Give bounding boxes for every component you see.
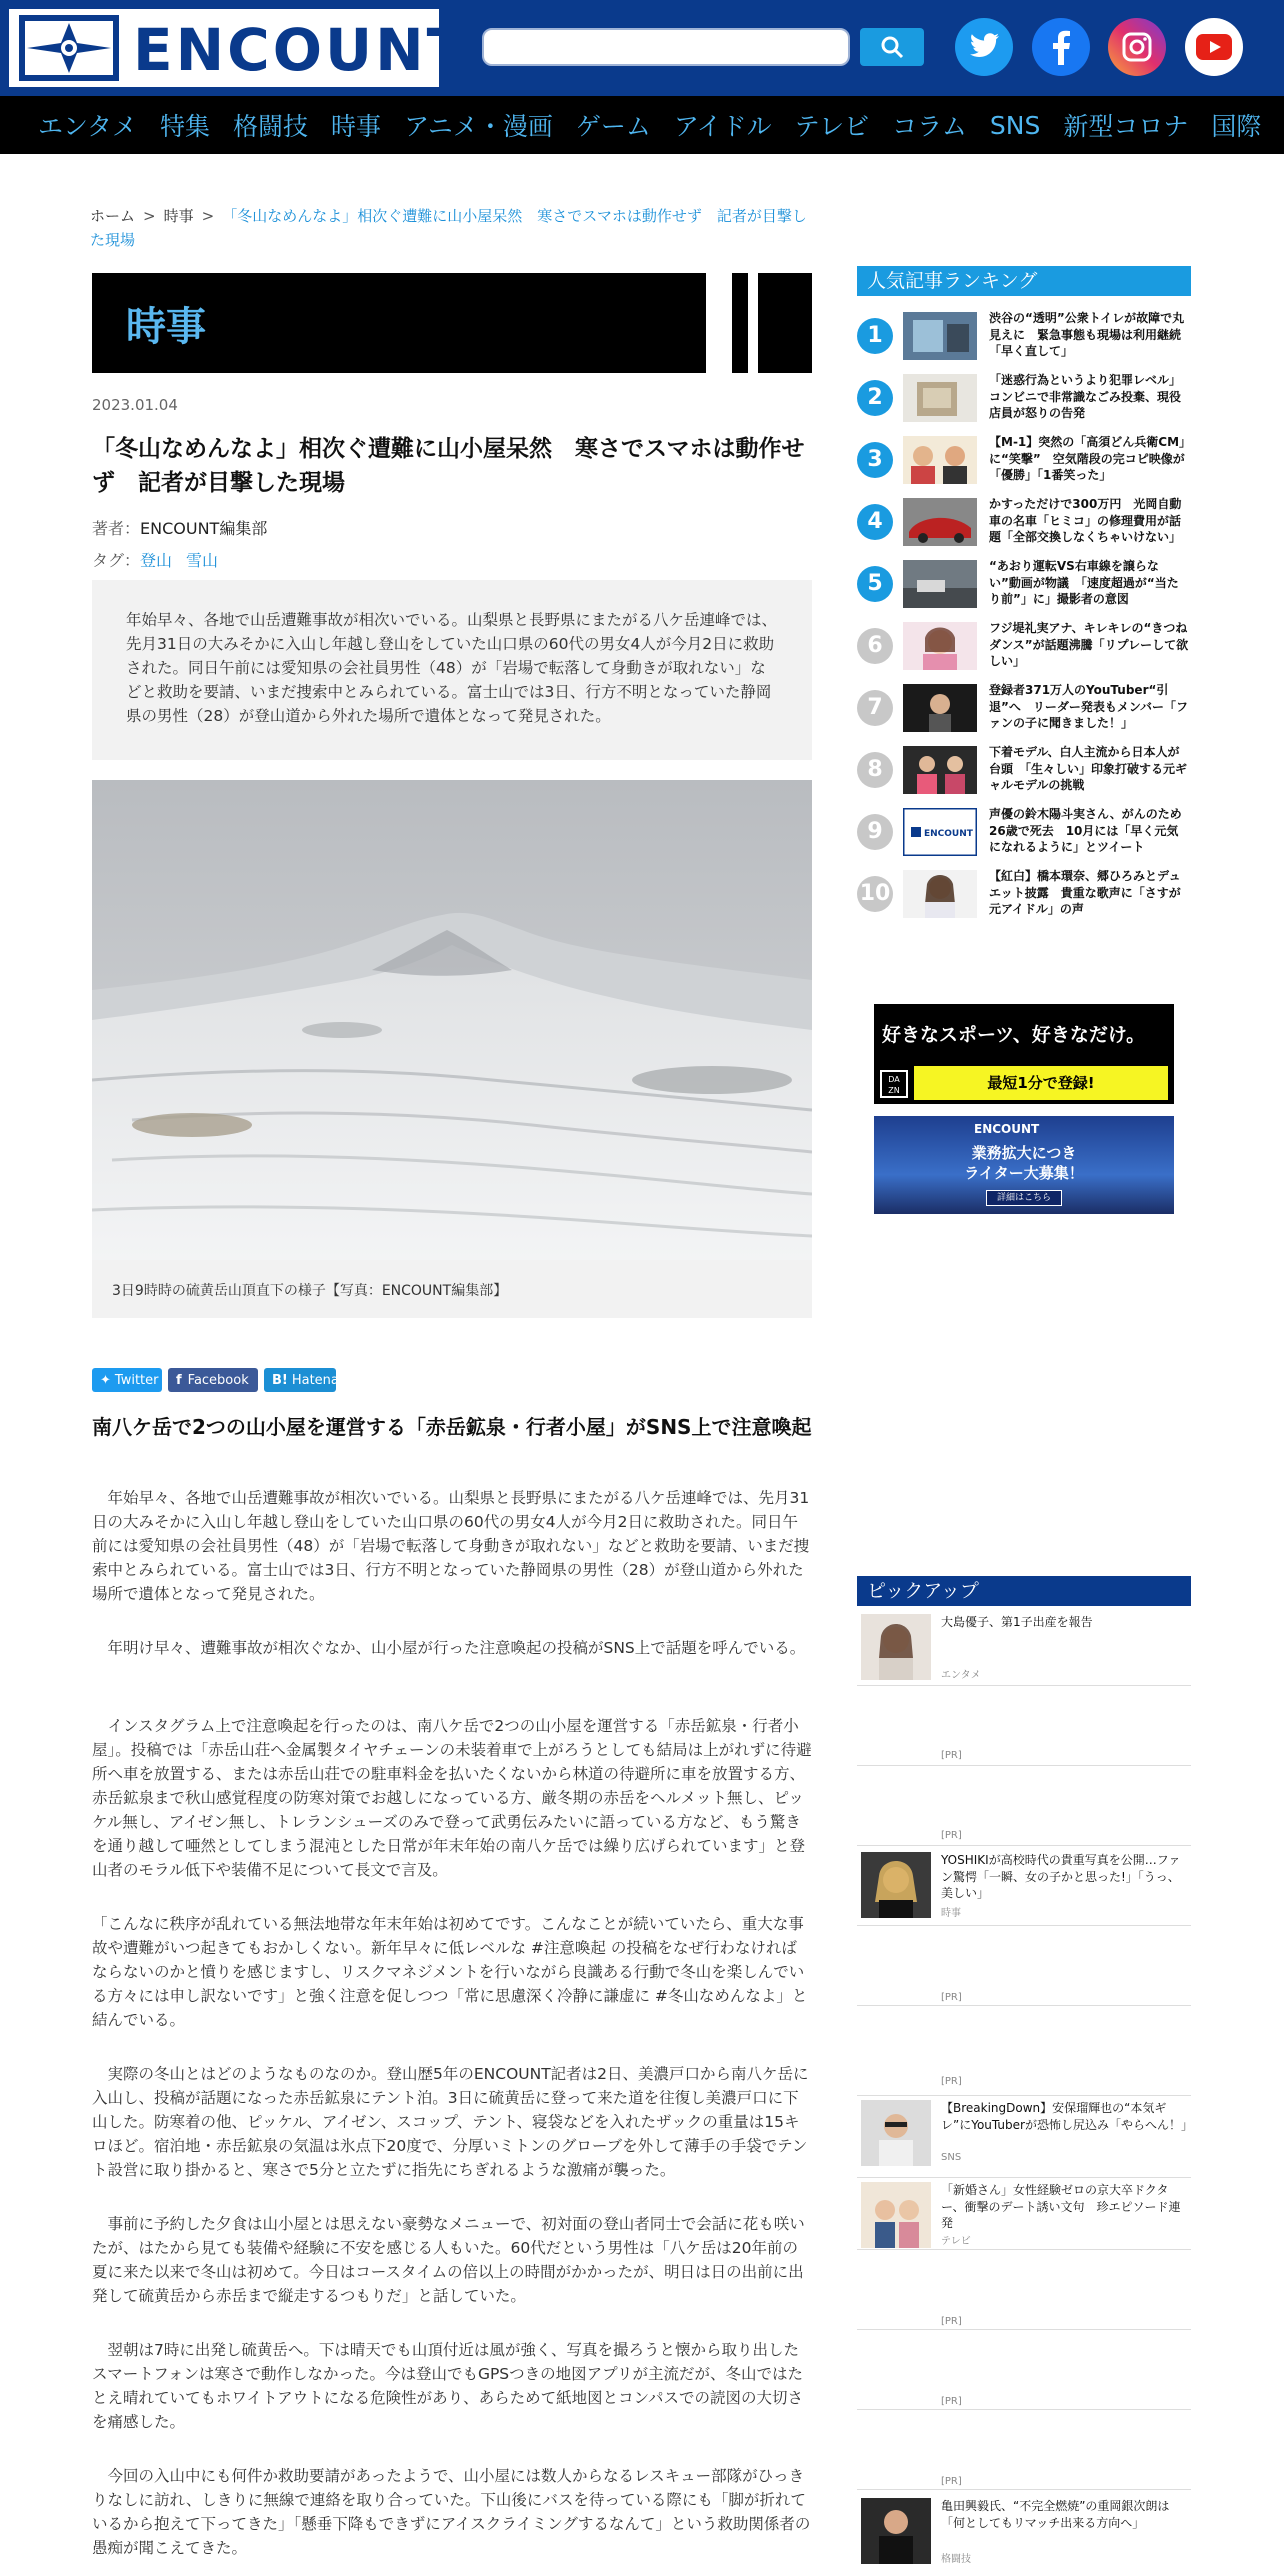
pr-slot[interactable] bbox=[857, 2006, 1191, 2096]
search-icon bbox=[880, 35, 904, 59]
pr-label: [PR] bbox=[941, 1750, 962, 1761]
ranking-item[interactable] bbox=[857, 556, 1191, 612]
pickup-thumbnail bbox=[861, 1852, 931, 1918]
pr-label: [PR] bbox=[941, 2076, 962, 2087]
main-nav bbox=[0, 96, 1284, 154]
pr-label: [PR] bbox=[941, 1992, 962, 2003]
dazn-register-button[interactable]: 最短1分で登録! bbox=[914, 1066, 1168, 1100]
pickup-title: 「新婚さん」女性経験ゼロの京大卒ドクター、衝撃のデート誘い文句 珍エピソード連発 bbox=[941, 2183, 1181, 2230]
nav-item-idol[interactable]: アイドル bbox=[673, 112, 772, 141]
ranking-item[interactable] bbox=[857, 680, 1191, 736]
ranking-title: 【紅白】橋本環奈、郷ひろみとデュエット披露 貴重な歌声に「さすが元アイドル」の声 bbox=[989, 869, 1181, 916]
youtube-icon bbox=[1196, 34, 1232, 60]
tags-label: タグ： bbox=[92, 551, 141, 570]
ranking-title: 渋谷の“透明”公衆トイレが故障で丸見えに 緊急事態も現場は利用継続「早く直して」 bbox=[989, 311, 1185, 358]
ranking-number: 2 bbox=[857, 380, 893, 416]
article-paragraph: 年明け早々、遭難事故が相次ぐなか、山小屋が行った注意喚起の投稿がSNS上で話題を呼んでいる。 bbox=[92, 1639, 806, 1657]
category-title: 時事 bbox=[126, 304, 206, 350]
ranking-title: 登録者371万人のYouTuber“引退”へ リーダー発表もメンバー「ファンの子に聞きました！」 bbox=[989, 683, 1189, 730]
ranking-item[interactable] bbox=[857, 494, 1191, 550]
nav-item-corona[interactable]: 新型コロナ bbox=[1063, 112, 1189, 141]
ranking-title: 下着モデル、白人主流から日本人が台頭 「生々しい」印象打破する元ギャルモデルの挑戦 bbox=[989, 745, 1188, 792]
ranking-item[interactable] bbox=[857, 866, 1191, 922]
article-paragraph: 実際の冬山とはどのようなものなのか。登山歴5年のENCOUNT記者は2日、美濃戸口から南八ケ岳に入山し、投稿が話題になった赤岳鉱泉にテント泊。3日に硫黄岳に登って来た道を往復し美濃戸口に下山した。防寒着の他、ピッケル、アイゼン、スコップ、テント、寝袋などを入れたザックの重量は15キロほど。宿泊地・赤岳鉱泉の気温は氷点下20度で、分厚いミトンのグローブを外して薄手の手袋でテント設営に取り掛かると、寒さで5分と立たずに指先にちぎれるような激痛が襲った。 bbox=[92, 2065, 809, 2179]
pickup-title: 大島優子、第1子出産を報告 bbox=[941, 1615, 1093, 1629]
ranking-title: 【M-1】突然の「高須どん兵衛CM」に“笑撃” 空気階段の完コピ映像が「優勝」「1番笑った」 bbox=[989, 435, 1186, 482]
ranking-header: 人気記事ランキング bbox=[857, 266, 1191, 296]
pickup-thumbnail bbox=[861, 1614, 931, 1680]
pr-slot[interactable] bbox=[857, 1926, 1191, 2006]
youtube-link[interactable] bbox=[1185, 18, 1243, 76]
recruit-brand: ENCOUNT bbox=[974, 1122, 1040, 1136]
ranking-item[interactable] bbox=[857, 308, 1191, 364]
pickup-header: ピックアップ bbox=[857, 1576, 1191, 1606]
facebook-link[interactable] bbox=[1032, 18, 1090, 76]
ranking-title: 「迷惑行為というより犯罪レベル」コンビニで非常識なごみ投棄、現役店員が怒りの告発 bbox=[989, 373, 1182, 420]
twitter-icon bbox=[968, 33, 1000, 61]
share-twitter-button[interactable] bbox=[92, 1368, 162, 1392]
pickup-title: YOSHIKIが高校時代の貴重写真を公開…ファン驚愕「一瞬、女の子かと思った!」「うっ、美しい」 bbox=[941, 1853, 1181, 1900]
pickup-item[interactable] bbox=[857, 2178, 1191, 2250]
dazn-ad-text: 好きなスポーツ、好きなだけ。 bbox=[882, 1024, 1146, 1046]
pickup-thumbnail bbox=[861, 2100, 931, 2166]
share-facebook-button[interactable] bbox=[168, 1368, 258, 1392]
ranking-thumbnail bbox=[903, 560, 977, 608]
article-paragraph: 事前に予約した夕食は山小屋とは思えない豪勢なメニューで、初対面の登山者同士で会話に花も咲いたが、はたから見ても装備や経験に不安を感じる人もいた。60代だという男性は「八ケ岳は20年前の夏に来た以来で冬山は初めて。今日はコースタイムの倍以上の時間がかかったが、明日は日の出前に出発して硫黄岳から赤岳まで縦走するつもりだ」と話していた。 bbox=[92, 2215, 805, 2305]
ranking-title: “あおり運転VS右車線を譲らない”動画が物議 「速度超過が“当たり前”」に」撮影者の意図 bbox=[989, 559, 1179, 606]
ranking-title: フジ堤礼実アナ、キレキレの“きつねダンス”が話題沸騰「リプレーして欲しい」 bbox=[989, 621, 1189, 668]
share-hatena-label: Hatena bbox=[291, 1372, 339, 1388]
nav-item-tokushu[interactable]: 特集 bbox=[160, 112, 211, 141]
pickup-category: エンタメ bbox=[941, 1670, 981, 1681]
ranking-number: 6 bbox=[857, 628, 893, 664]
nav-item-sns[interactable]: SNS bbox=[989, 110, 1041, 140]
pickup-thumbnail bbox=[861, 2182, 931, 2248]
pickup-category: 格闘技 bbox=[941, 2554, 971, 2565]
author-label: 著者： bbox=[92, 519, 141, 538]
dazn-ad-banner[interactable] bbox=[874, 1004, 1174, 1104]
breadcrumb-current[interactable]: 「冬山なめんなよ」相次ぐ遭難に山小屋呆然 寒さでスマホは動作せず 記者が目撃した現場 bbox=[90, 207, 807, 249]
pr-slot[interactable] bbox=[857, 2410, 1191, 2490]
breadcrumb bbox=[90, 204, 812, 252]
svg-text:ENCOUNT: ENCOUNT bbox=[924, 829, 973, 839]
recruit-line2: ライター大募集！ bbox=[964, 1164, 1084, 1182]
ranking-number: 9 bbox=[857, 814, 893, 850]
author-name: ENCOUNT編集部 bbox=[140, 519, 268, 538]
pr-label: [PR] bbox=[941, 2316, 962, 2327]
ranking-thumbnail bbox=[903, 498, 977, 546]
article-paragraph: 今回の入山中にも何件か救助要請があったようで、山小屋には数人からなるレスキュー部隊がひっきりなしに訪れ、しきりに無線で連絡を取り合っていた。下山後にバスを待っている際にも「脚が折れているから抱えて下ってきた」「懸垂下降もできずにアイスクライミングするなんて」という救助関係者の愚痴が聞こえてきた。 bbox=[92, 2467, 811, 2557]
ranking-thumbnail bbox=[903, 622, 977, 670]
facebook-icon: f bbox=[176, 1372, 182, 1388]
search-button[interactable] bbox=[860, 28, 924, 66]
pr-label: [PR] bbox=[941, 2476, 962, 2487]
tag-link[interactable]: 登山 bbox=[140, 551, 173, 570]
share-hatena-button[interactable] bbox=[264, 1368, 339, 1392]
article-subheading: 南八ケ岳で2つの山小屋を運営する「赤岳鉱泉・行者小屋」がSNS上で注意喚起 bbox=[92, 1415, 812, 1439]
pr-slot[interactable] bbox=[857, 1766, 1191, 1846]
recruit-line1: 業務拡大につき bbox=[971, 1144, 1077, 1162]
twitter-icon: ✦ bbox=[100, 1372, 111, 1388]
article-author bbox=[92, 516, 267, 539]
nav-item-anime[interactable]: アニメ・漫画 bbox=[404, 112, 553, 141]
writer-recruit-banner[interactable] bbox=[874, 1116, 1174, 1214]
ranking-thumbnail bbox=[903, 808, 977, 856]
ranking-title: かすっただけで300万円 光岡自動車の名車「ヒミコ」の修理費用が話題「全部交換しなくちゃいけない」 bbox=[989, 497, 1182, 544]
nav-item-jiji[interactable]: 時事 bbox=[331, 112, 382, 141]
breadcrumb-category[interactable]: 時事 bbox=[163, 207, 194, 225]
pr-slot[interactable] bbox=[857, 2250, 1191, 2330]
logo-text: ENCOUNT bbox=[133, 16, 470, 84]
nav-item-tv[interactable]: テレビ bbox=[794, 112, 870, 141]
ranking-number: 8 bbox=[857, 752, 893, 788]
pickup-title: 亀田興毅氏、“不完全燃焼”の重岡銀次朗は「何としてもリマッチ出来る方向へ」 bbox=[941, 2499, 1170, 2530]
nav-item-column[interactable]: コラム bbox=[892, 112, 967, 141]
pickup-item[interactable] bbox=[857, 1610, 1191, 1686]
pickup-thumbnail bbox=[861, 2498, 931, 2564]
pickup-category: SNS bbox=[941, 2152, 962, 2163]
article-paragraph: 年始早々、各地で山岳遭難事故が相次いでいる。山梨県と長野県にまたがる八ケ岳連峰では、先月31日の大みそかに入山し年越し登山をしていた山口県の60代の男女4人が今月2日に救助された。同日午前には愛知県の会社員男性（48）が「岩場で転落して身動きが取れない」などと救助を要請、いまだ捜索中とみられている。富士山では3日、行方不明となっていた静岡県の男性（28）が登山道から外れた場所で遺体となって発見された。 bbox=[92, 1489, 810, 1603]
dazn-logo: DA ZN bbox=[880, 1070, 908, 1098]
breadcrumb-separator: > bbox=[201, 207, 215, 225]
twitter-link[interactable] bbox=[955, 18, 1013, 76]
article-title: 「冬山なめんなよ」相次ぐ遭難に山小屋呆然 寒さでスマホは動作せず 記者が目撃した現場 bbox=[92, 436, 805, 496]
ranking-number: 7 bbox=[857, 690, 893, 726]
category-banner bbox=[92, 273, 812, 373]
ranking-thumbnail bbox=[903, 684, 977, 732]
site-logo[interactable] bbox=[6, 6, 470, 90]
pr-label: [PR] bbox=[941, 2396, 962, 2407]
site-header bbox=[0, 0, 1284, 96]
ranking-number: 3 bbox=[857, 442, 893, 478]
pr-label: [PR] bbox=[941, 1830, 962, 1841]
share-facebook-label: Facebook bbox=[187, 1372, 249, 1388]
ranking-thumbnail bbox=[903, 312, 977, 360]
ranking-number: 4 bbox=[857, 504, 893, 540]
article-date: 2023.01.04 bbox=[92, 396, 178, 414]
instagram-icon bbox=[1122, 32, 1152, 62]
ranking-number: 1 bbox=[857, 318, 893, 354]
recruit-details-button[interactable]: 詳細はこちら bbox=[986, 1190, 1062, 1206]
ranking-item[interactable] bbox=[857, 804, 1191, 860]
ranking-item[interactable] bbox=[857, 618, 1191, 674]
ranking-number: 5 bbox=[857, 566, 893, 602]
article-photo bbox=[92, 780, 812, 1260]
banner-decoration bbox=[748, 273, 758, 373]
pr-slot[interactable] bbox=[857, 1686, 1191, 1766]
ranking-thumbnail bbox=[903, 870, 977, 918]
article-summary: 年始早々、各地で山岳遭難事故が相次いでいる。山梨県と長野県にまたがる八ケ岳連峰では、先月31日の大みそかに入山し年越し登山をしていた山口県の60代の男女4人が今月2日に救助された。同日午前には愛知県の会社員男性（48）が「岩場で転落して身動きが取れない」などと救助を要請、いまだ捜索中とみられている。富士山では3日、行方不明となっていた静岡県の男性（28）が登山道から外れた場所で遺体となって発見された。 bbox=[92, 580, 812, 760]
ranking-title: 声優の鈴木陽斗実さん、がんのため26歳で死去 10月には「早く元気になれるように」とツイート bbox=[989, 807, 1182, 854]
pickup-item[interactable] bbox=[857, 1848, 1191, 1926]
banner-decoration bbox=[706, 273, 732, 373]
article-paragraph: 「こんなに秩序が乱れている無法地帯な年末年始は初めてです。こんなことが続いていたら、重大な事故や遭難がいつ起きてもおかしくない。新年早々に低レベルな #注意喚起 の投稿をなぜ行わなければならないのかと憤りを感じますし、リスクマネジメントを行いながら良識ある行動で冬山を楽しんでいる方々には申し訳ないです」と強く注意を促しつつ「常に思慮深く冷静に謙虚に #冬山なめんなよ」と結んでいる。 bbox=[92, 1915, 808, 2029]
breadcrumb-separator: > bbox=[143, 207, 156, 225]
tag-link[interactable]: 雪山 bbox=[186, 551, 219, 570]
instagram-link[interactable] bbox=[1108, 18, 1166, 76]
nav-item-entame[interactable]: エンタメ bbox=[38, 112, 138, 141]
logo-emblem-icon bbox=[19, 15, 119, 81]
pr-slot[interactable] bbox=[857, 2330, 1191, 2410]
hatena-icon: B! bbox=[272, 1372, 288, 1388]
ranking-item[interactable] bbox=[857, 432, 1191, 488]
ranking-thumbnail bbox=[903, 746, 977, 794]
article-tags bbox=[92, 548, 232, 571]
article-paragraph: インスタグラム上で注意喚起を行ったのは、南八ケ岳で2つの山小屋を運営する「赤岳鉱泉・行者小屋」。投稿では「赤岳山荘へ金属製タイヤチェーンの未装着車で上がろうとしても結局は上がれずに待避所へ車を放置する、または赤岳山荘での駐車料金を払いたくないから林道の待避所に車を放置する方、赤岳鉱泉まで秋山感覚程度の防寒対策でお越しになっている方、厳冬期の赤岳をヘルメット無し、ピッケル無し、アイゼン無し、トレランシューズのみで登って武勇伝みたいに語っている方など、もう驚きを通り越して唖然としてしまう混沌とした日常が年末年始の南八ケ岳では繰り広げられています」と登山者のモラル低下や装備不足について長文で言及。 bbox=[92, 1717, 812, 1879]
nav-item-kokusai[interactable]: 国際 bbox=[1211, 112, 1262, 141]
nav-item-kakutougi[interactable]: 格闘技 bbox=[233, 112, 309, 141]
nav-item-game[interactable]: ゲーム bbox=[575, 112, 651, 141]
ranking-item[interactable] bbox=[857, 742, 1191, 798]
ranking-item[interactable] bbox=[857, 370, 1191, 426]
share-twitter-label: Twitter bbox=[114, 1372, 159, 1388]
breadcrumb-home[interactable]: ホーム bbox=[90, 207, 136, 225]
ranking-thumbnail bbox=[903, 436, 977, 484]
ranking-thumbnail bbox=[903, 374, 977, 422]
ranking-number: 10 bbox=[857, 876, 893, 912]
facebook-icon bbox=[1051, 29, 1071, 65]
search-input[interactable] bbox=[482, 28, 850, 66]
article-paragraph: 翌朝は7時に出発し硫黄岳へ。下は晴天でも山頂付近は風が強く、写真を撮ろうと懐から取り出したスマートフォンは寒さで動作しなかった。今は登山でもGPSつきの地図アプリが主流だが、冬山ではたとえ晴れていてもホワイトアウトになる危険性があり、あらためて紙地図とコンパスでの読図の大切さを痛感した。 bbox=[92, 2341, 804, 2431]
pickup-item[interactable] bbox=[857, 2494, 1191, 2568]
pickup-category: 時事 bbox=[941, 1908, 961, 1919]
pickup-title: 【BreakingDown】安保瑠輝也の“本気ギレ”にYouTuberが恐怖し尻込み「やらへん！」 bbox=[941, 2101, 1193, 2132]
pickup-item[interactable] bbox=[857, 2096, 1191, 2178]
photo-caption: 3日9時時の硫黄岳山頂直下の様子【写真：ENCOUNT編集部】 bbox=[92, 1260, 812, 1318]
pickup-category: テレビ bbox=[941, 2236, 971, 2247]
